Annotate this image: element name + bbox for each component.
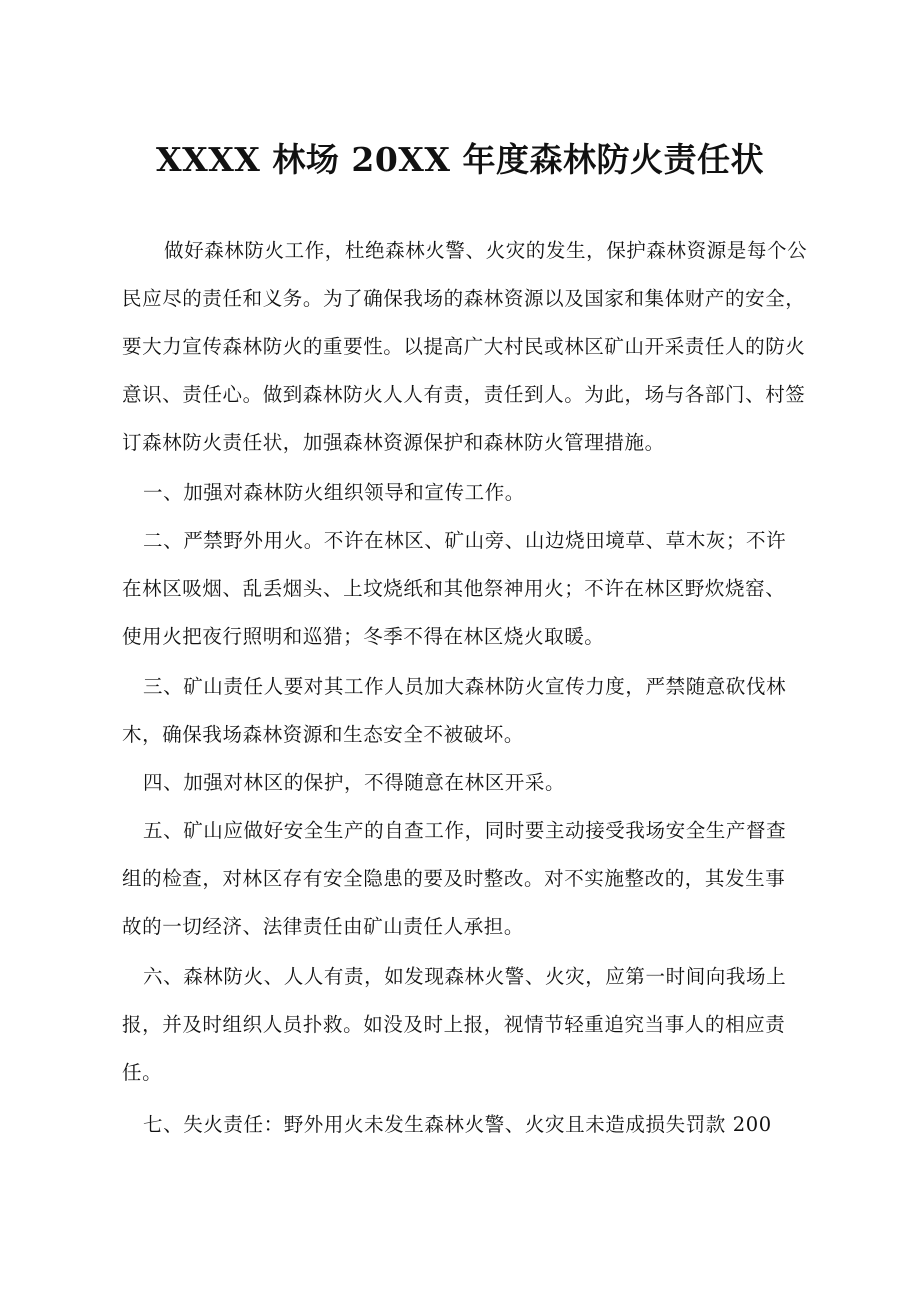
list-item: 四、加强对林区的保护，不得随意在林区开采。 bbox=[143, 771, 566, 794]
body-line: 报，并及时组织人员扑救。如没及时上报，视情节轻重追究当事人的相应责 bbox=[122, 1013, 786, 1036]
document-title: XXXX 林场 20XX 年度森林防火责任状 bbox=[155, 140, 764, 179]
body-line: 任。 bbox=[122, 1061, 163, 1084]
body-line: 订森林防火责任状，加强森林资源保护和森林防火管理措施。 bbox=[122, 431, 665, 454]
body-line: 在林区吸烟、乱丢烟头、上坟烧纸和其他祭神用火；不许在林区野炊烧窑、 bbox=[122, 577, 786, 600]
list-item: 六、森林防火、人人有责，如发现森林火警、火灾，应第一时间向我场上 bbox=[143, 965, 787, 988]
body-line: 故的一切经济、法律责任由矿山责任人承担。 bbox=[122, 915, 525, 938]
body-line: 意识、责任心。做到森林防火人人有责，责任到人。为此，场与各部门、村签 bbox=[122, 383, 806, 406]
body-line: 木，确保我场森林资源和生态安全不被破坏。 bbox=[122, 723, 525, 746]
list-item: 三、矿山责任人要对其工作人员加大森林防火宣传力度，严禁随意砍伐林 bbox=[143, 675, 787, 698]
body-line: 使用火把夜行照明和巡猎；冬季不得在林区烧火取暖。 bbox=[122, 625, 605, 648]
body-line: 要大力宣传森林防火的重要性。以提高广大村民或林区矿山开采责任人的防火 bbox=[122, 335, 806, 358]
body-line: 组的检查，对林区存有安全隐患的要及时整改。对不实施整改的，其发生事 bbox=[122, 867, 786, 890]
body-line: 民应尽的责任和义务。为了确保我场的森林资源以及国家和集体财产的安全， bbox=[122, 287, 806, 310]
list-item: 七、失火责任：野外用火未发生森林火警、火灾且未造成损失罚款 200 bbox=[143, 1113, 772, 1136]
list-item: 二、严禁野外用火。不许在林区、矿山旁、山边烧田境草、草木灰；不许 bbox=[143, 529, 787, 552]
list-item: 一、加强对森林防火组织领导和宣传工作。 bbox=[143, 481, 525, 504]
list-item: 五、矿山应做好安全生产的自查工作，同时要主动接受我场安全生产督查 bbox=[143, 819, 787, 842]
body-line: 做好森林防火工作，杜绝森林火警、火灾的发生，保护森林资源是每个公 bbox=[164, 239, 808, 262]
